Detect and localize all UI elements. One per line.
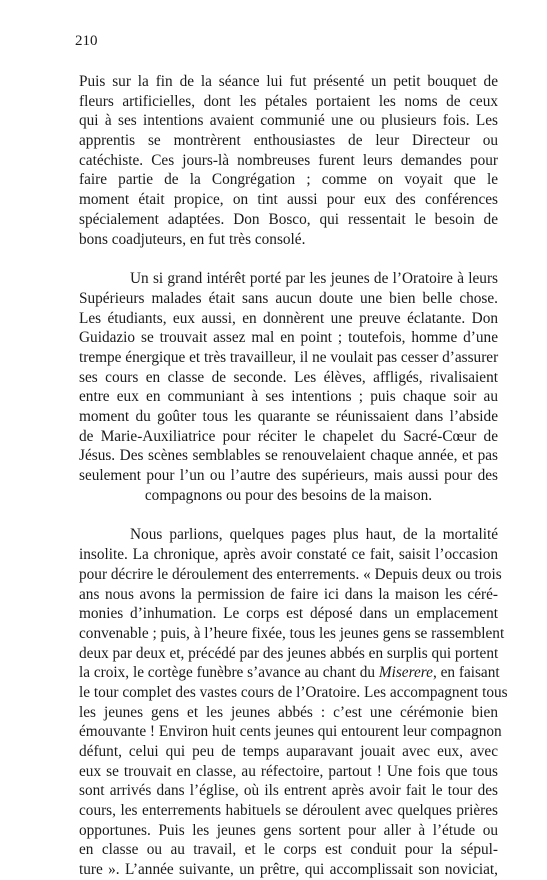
paragraph-2 — [79, 269, 498, 505]
text-line: ture ». L’année suivante, un prêtre, qui accomplissait son noviciat, — [79, 861, 498, 879]
text-line: Puis sur la fin de la séance lui fut présenté un petit bouquet de — [79, 73, 498, 90]
text-line: Les étudiants, eux aussi, en donnèrent une preuve éclatante. Don — [79, 309, 498, 327]
text-line: de Marie-Auxiliatrice pour réciter le chapelet du Sacré-Cœur de — [79, 427, 498, 445]
text-line: Guidazio se trouvait assez mal en point ; toutefois, homme d’une — [79, 329, 498, 347]
text-line: seulement pour l’un ou l’autre des supérieurs, mais aussi pour des — [79, 467, 498, 485]
text-line: ses cours en classe de seconde. Les élèves, affligés, rivalisaient — [79, 368, 498, 386]
italic-word: Miserere — [378, 664, 433, 682]
text-line: Un si grand intérêt porté par les jeunes de l’Oratoire à leurs — [130, 270, 498, 288]
text-line: cours, les enterrements habituels se déroulent avec quelques prières — [79, 802, 498, 820]
text-line: trempe énergique et très travailleur, il ne voulait pas cesser d’assurer — [79, 348, 499, 366]
text-line: compagnons ou pour des besoins de la maison. — [144, 486, 433, 504]
text-line: Nous parlions, quelques pages plus haut, de la mortalité — [130, 526, 498, 544]
text-line-with-italic — [79, 663, 498, 683]
text-line: émouvante ! Environ huit cents jeunes qui entourent leur compagnon — [79, 723, 502, 741]
text-line: fleurs artificielles, dont les pétales portaient les noms de ceux — [79, 92, 498, 110]
text-line: défunt, celui qui peu de temps auparavant jouait avec eux, avec — [79, 743, 498, 760]
text-line: moment du goûter tous les quarante se réunissaient dans l’abside — [79, 408, 498, 425]
text-line: ans nous avons la permission de faire ici dans la maison les céré- — [79, 585, 498, 603]
paragraph-3 — [79, 525, 508, 879]
text-line: les jeunes gens et les jeunes abbés : c’est une cérémonie bien — [79, 703, 498, 721]
text-line: apprentis se montrèrent enthousiastes de leur Directeur ou — [79, 132, 498, 150]
text-line: deux par deux et, précédé par des jeunes abbés en surplis qui portent — [79, 644, 499, 662]
text-line: catéchiste. Ces jours-là nombreuses furent leurs demandes pour — [79, 151, 498, 169]
text-line: convenable ; puis, à l’heure fixée, tous les jeunes gens se rassemblent — [79, 624, 505, 642]
text-segment: , en faisant — [432, 664, 500, 682]
text-line: opportunes. Puis les jeunes gens sortent pour aller à l’étude ou — [79, 821, 498, 839]
text-line: Supérieurs malades était sans aucun doute une bien belle chose. — [79, 289, 498, 307]
text-line: faire partie de la Congrégation ; comme on voyait que le — [79, 171, 498, 189]
text-line: insolite. La chronique, après avoir constaté ce fait, saisit l’occasion — [79, 546, 498, 564]
page-number: 210 — [75, 33, 98, 49]
text-line: eux se trouvait en classe, au réfectoire, partout ! Une fois que tous — [79, 762, 498, 780]
body-text — [79, 72, 508, 880]
text-line: qui à ses intentions avaient communié une ou plusieurs fois. Les — [79, 112, 498, 130]
text-line: moment était propice, on tint aussi pour eux des conférences — [79, 191, 498, 209]
text-line: monies d’inhumation. Le corps est déposé dans un emplacement — [79, 605, 498, 623]
text-line: en classe ou au travail, et le corps est conduit pour la sépul- — [79, 841, 498, 859]
text-line: sont arrivés dans l’église, où ils entrent après avoir fait le tour des — [79, 782, 498, 800]
text-line: Jésus. Des scènes semblables se renouvelaient chaque année, et pas — [79, 447, 498, 465]
text-segment: la croix, le cortège funèbre s’avance au chant du — [79, 664, 379, 682]
text-line: bons coadjuteurs, en fut très consolé. — [79, 230, 306, 248]
text-line: entre eux en communiant à ses intentions ; puis chaque soir au — [79, 388, 498, 406]
text-line: spécialement adaptées. Don Bosco, qui ressentait le besoin de — [79, 210, 498, 228]
text-line: le tour complet des vastes cours de l’Oratoire. Les accompagnent tous — [79, 683, 508, 701]
paragraph-1 — [79, 72, 498, 249]
text-line: pour décrire le déroulement des enterrements. « Depuis deux ou trois — [79, 565, 502, 583]
